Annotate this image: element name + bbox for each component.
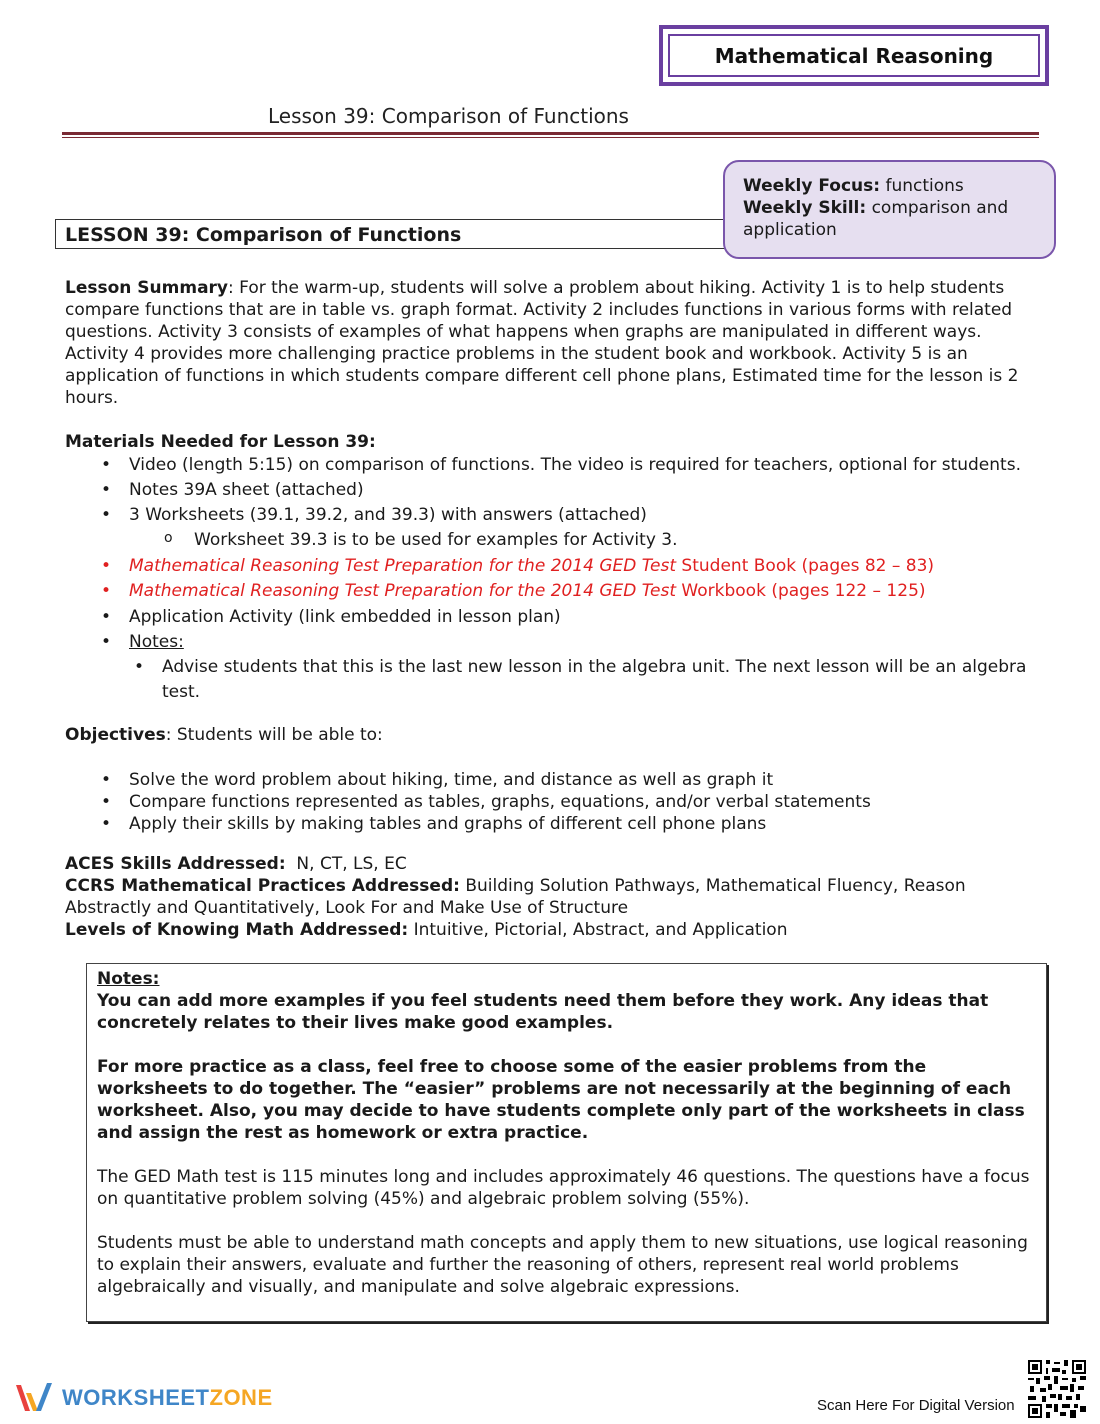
weekly-focus [743,175,1036,197]
weekly-skill-value: comparison and application [743,198,1009,240]
materials-subitem-worksheet: o Worksheet 39.3 is to be used for examples for Activity 3. [194,530,678,550]
materials-item-application: • Application Activity (link embedded in lesson plan) [129,607,561,627]
weekly-skill [743,197,1036,241]
weekly-skill-label: Weekly Skill: [743,198,867,218]
book-title: Mathematical Reasoning Test Preparation for the 2014 GED Test [129,556,677,576]
materials-advise-line1: • Advise students that this is the last new lesson in the algebra unit. The next lesson will be an algebra [162,657,1026,677]
notes-paragraph-examples: You can add more examples if you feel students need them before they work. Any ideas that concretely relates to their lives make good examples. [97,991,989,1033]
lesson-heading: Lesson 39: Comparison of Functions [268,104,629,128]
aces-skills [65,853,1025,875]
materials-item-worksheets: • 3 Worksheets (39.1, 39.2, and 39.3) with answers (attached) [129,505,647,525]
ccrs-practices [65,875,1025,919]
aces-value: N, CT, LS, EC [285,854,407,874]
lesson-title-box: LESSON 39: Comparison of Functions [55,219,735,249]
subject-title: Mathematical Reasoning [668,34,1040,77]
objective-item: • Apply their skills by making tables and graphs of different cell phone plans [129,814,766,834]
materials-item-video: • Video (length 5:15) on comparison of functions. The video is required for teachers, optional for students. [129,455,1021,475]
weekly-focus-label: Weekly Focus: [743,176,881,196]
lesson-summary [65,277,1040,409]
book-title: Mathematical Reasoning Test Preparation for the 2014 GED Test [129,581,677,601]
materials-item-workbook [129,581,926,601]
notes-label: Notes: [129,632,184,652]
materials-item-notes-sheet: • Notes 39A sheet (attached) [129,480,364,500]
subject-badge [659,25,1049,86]
notes-paragraph-skills: Students must be able to understand math concepts and apply them to new situations, use logical reasoning to explain their answers, evaluate and further the reasoning of others, represent real world problems algebraically and visually, and manipulate and solve algebraic expressions. [97,1233,1028,1297]
ccrs-value: Building Solution Pathways, Mathematical Fluency, Reason Abstractly and Quantitatively, Look For and Make Use of Structure [65,876,966,918]
notes-box-label-text: Notes: [97,969,160,989]
header-rule-thin [62,137,1039,138]
notes-box [86,963,1047,1322]
qr-code-icon[interactable] [1028,1360,1086,1418]
skills-section [65,853,1025,941]
objectives-label: Objectives [65,725,166,745]
worksheetzone-logo [14,1381,273,1415]
aces-label: ACES Skills Addressed: [65,854,286,874]
student-book-pages: Student Book (pages 82 – 83) [676,556,935,576]
header-rule [62,132,1039,135]
logo-wordmark [62,1385,273,1411]
workbook-pages: Workbook (pages 122 – 125) [676,581,926,601]
ccrs-label: CCRS Mathematical Practices Addressed: [65,876,460,896]
levels-of-knowing [65,919,1025,941]
materials-item-student-book [129,556,934,576]
notes-paragraph-ged: The GED Math test is 115 minutes long and includes approximately 46 questions. The questions have a focus on quantitative problem solving (45%) and algebraic problem solving (55%). [97,1167,1030,1209]
objectives-heading [65,725,383,745]
summary-text: : For the warm-up, students will solve a problem about hiking. Activity 1 is to help students compare functions that are in table vs. graph format. Activity 2 includes functions in various forms with related questions. Activity 3 consists of examples of what happens when graphs are manipulated in different ways. Activity 4 provides more challenging practice problems in the student book and workbook. Activity 5 is an application of functions in which students compare different cell phone plans, Estimated time for the lesson is 2 hours. [65,278,1019,408]
logo-part2: ZONE [209,1385,273,1410]
summary-label: Lesson Summary [65,278,229,298]
materials-item-notes [129,632,184,652]
materials-heading: Materials Needed for Lesson 39: [65,432,376,452]
objective-item: • Compare functions represented as tables, graphs, equations, and/or verbal statements [129,792,871,812]
levels-label: Levels of Knowing Math Addressed: [65,920,409,940]
logo-mark-icon [14,1381,54,1415]
notes-paragraph-practice: For more practice as a class, feel free to choose some of the easier problems from the worksheets to do together. The “easier” problems are not necessarily at the beginning of each worksheet. Also, you may decide to have students complete only part of the worksheets in class and assign the rest as homework or extra practice. [97,1057,1025,1143]
levels-value: Intuitive, Pictorial, Abstract, and Application [408,920,788,940]
weekly-focus-box [723,160,1056,259]
objectives-intro: : Students will be able to: [165,725,383,745]
weekly-focus-value: functions [885,176,964,196]
materials-advise-line2: test. [162,682,201,702]
notes-box-label [97,968,1036,990]
logo-part1: WORKSHEET [62,1385,210,1410]
objective-item: • Solve the word problem about hiking, time, and distance as well as graph it [129,770,773,790]
scan-caption: Scan Here For Digital Version [817,1397,1015,1414]
